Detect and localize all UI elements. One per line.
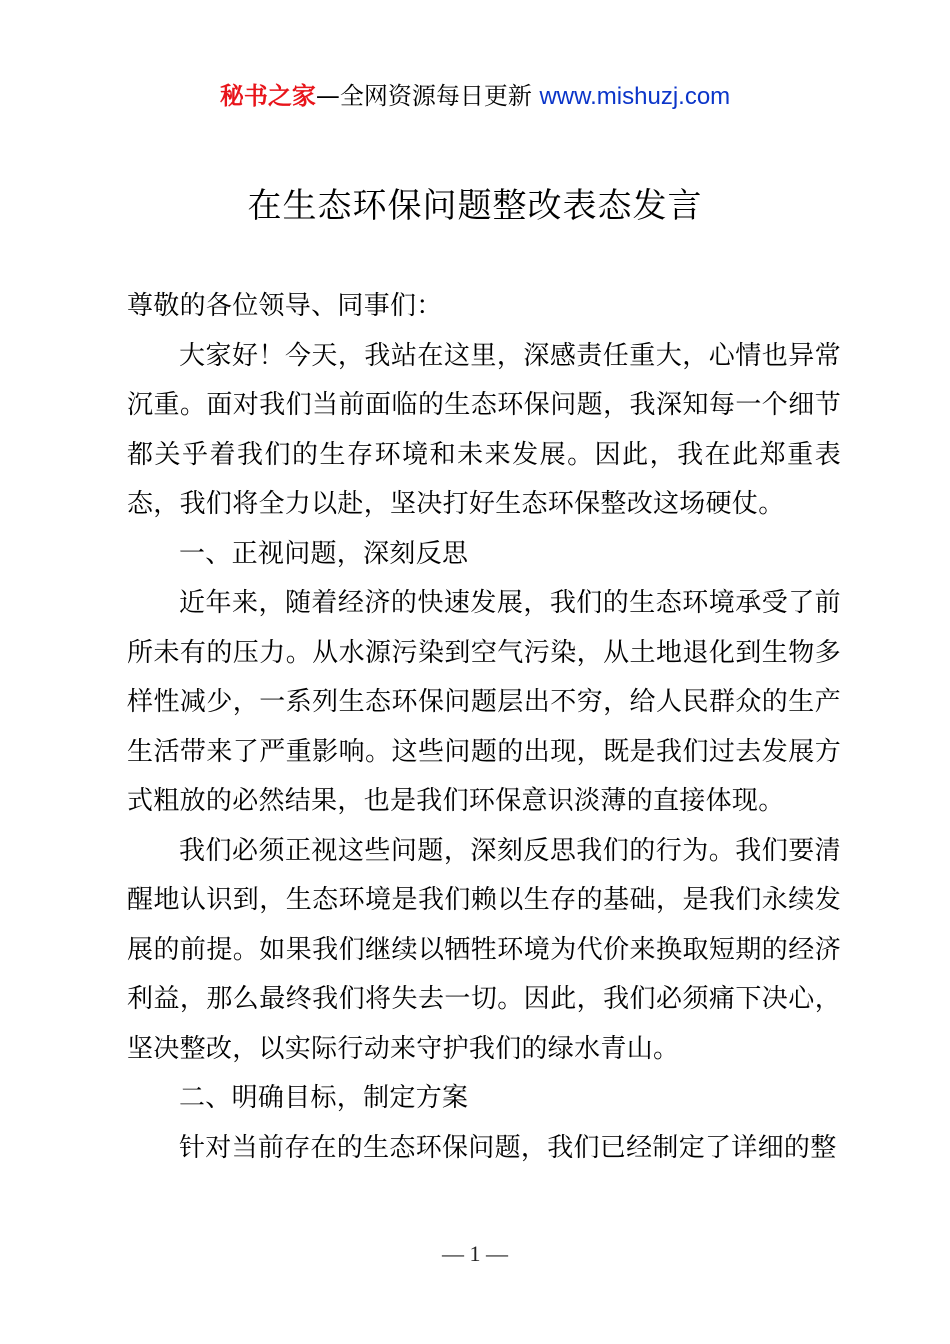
salutation: 尊敬的各位领导、同事们： — [127, 291, 443, 321]
paragraph-plan: 针对当前存在的生态环保问题，我们已经制定了详细的整 — [179, 1132, 837, 1163]
section-heading-2: 二、明确目标，制定方案 — [179, 1083, 469, 1113]
site-url[interactable]: www.mishuzj.com — [539, 83, 731, 110]
site-header — [0, 80, 950, 113]
site-tagline: —全网资源每日更新 — [315, 82, 540, 110]
brand-name: 秘书之家 — [219, 82, 316, 110]
paragraph-problems: 近年来，随着经济的快速发展，我们的生态环境承受了前所未有的压力。从水源污染到空气污染，从土地退化到生物多样性减少，一系列生态环保问题层出不穷，给人民群众的生产生活带来了严重影响。这些问题的出现，既是我们过去发展方式粗放的必然结果，也是我们环保意识淡薄的直接体现。 — [127, 588, 841, 816]
document-body — [127, 282, 841, 1173]
paragraph-reflection: 我们必须正视这些问题，深刻反思我们的行为。我们要清醒地认识到，生态环境是我们赖以生存的基础，是我们永续发展的前提。如果我们继续以牺牲环境为代价来换取短期的经济利益，那么最终我们将失去一切。因此，我们必须痛下决心，坚决整改，以实际行动来守护我们的绿水青山。 — [127, 835, 841, 1064]
paragraph-opening: 大家好！今天，我站在这里，深感责任重大，心情也异常沉重。面对我们当前面临的生态环保问题，我深知每一个细节都关乎着我们的生存环境和未来发展。因此，我在此郑重表态，我们将全力以赴，坚决打好生态环保整改这场硬仗。 — [127, 340, 841, 519]
page-number: — 1 — — [442, 1241, 508, 1266]
document-title: 在生态环保问题整改表态发言 — [247, 186, 703, 226]
section-heading-1: 一、正视问题，深刻反思 — [179, 538, 469, 569]
